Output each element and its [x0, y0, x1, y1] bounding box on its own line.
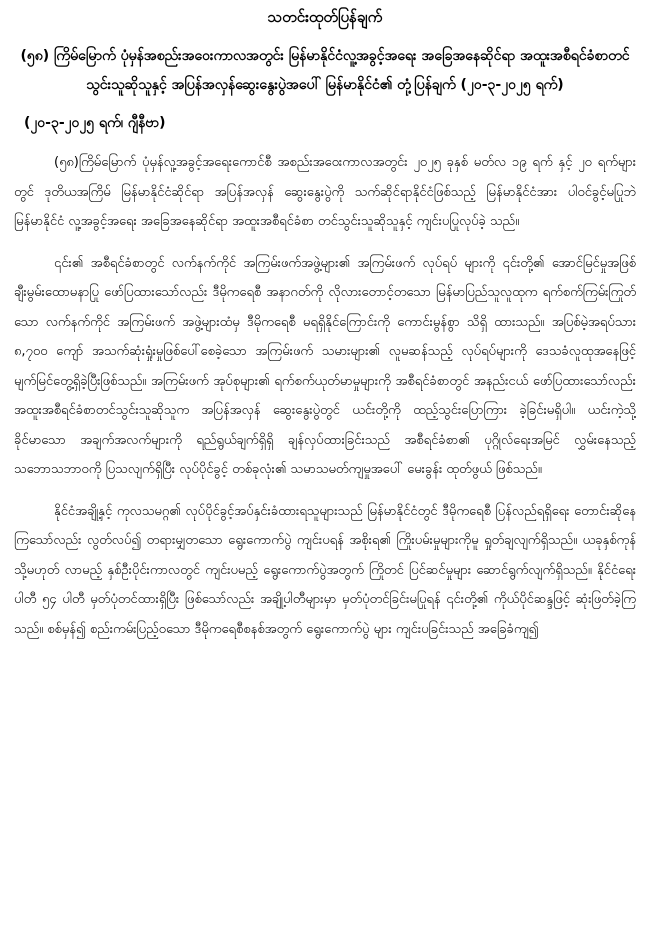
body-paragraph-1: (၅၈)ကြိမ်မြောက် ပုံမှန်လူ့အခွင့်အရေးကောင်စီ အစည်းအဝေးကာလအတွင်း ၂၀၂၅ ခုနှစ် မတ်လ ၁၉ ရက် နှင့် ၂၀ ရက်များတွင် ဒုတိယအကြိမ် မြန်မာနိုင်ငံဆိုင်ရာ အပြန်အလှန် ဆွေးနွေးပွဲကို သက်ဆိုင်ရာနိုင်ငံဖြစ်သည့် မြန်မာနိုင်ငံအား ပါဝင်ခွင့်မပြုဘဲ မြန်မာနိုင်ငံ လူ့အခွင့်အရေး အခြေအနေဆိုင်ရာ အထူးအစီရင်ခံစာ တင်သွင်းသူဆိုသူနှင့် ကျင်းပပြုလုပ်ခဲ့ သည်။ — [14, 155, 636, 229]
document-heading: သတင်းထုတ်ပြန်ချက် — [267, 8, 383, 26]
body-paragraph-2: ၎င်း၏ အစီရင်ခံစာတွင် လက်နက်ကိုင် အကြမ်းဖက်အဖွဲ့များ၏ အကြမ်းဖက် လုပ်ရပ် များကို ၎င်းတို့၏ အောင်မြင်မှုအဖြစ် ချီးမွမ်းထောမနာပြု ဖော်ပြထားသော်လည်း ဒီမိုကရေစီ အနာဂတ်ကို လိုလားတောင့်တသော မြန်မာပြည်သူလူထုက ရက်စက်ကြမ်းကြုတ်သော လက်နက်ကိုင် အကြမ်းဖက် အဖွဲ့များထံမှ ဒီမိုကရေစီ မရရှိနိုင်ကြောင်းကို ကောင်းမွန်စွာ သိရှိ ထားသည်။ အပြစ်မဲ့အရပ်သား ၈,၇၀၀ ကျော် အသက်ဆုံးရှုံးမှုဖြစ်ပေါ်စေခဲ့သော အကြမ်းဖက် သမားများ၏ လူမဆန်သည့် လုပ်ရပ်များကို ဒေသခံလူထုအနေဖြင့် မျက်မြင်တွေ့ရှိခဲ့ပြီးဖြစ်သည်။ အကြမ်းဖက် အုပ်စုများ၏ ရက်စက်ယုတ်မာမှုများကို အစီရင်ခံစာတွင် အနည်းငယ် ဖော်ပြထားသော်လည်း အထူးအစီရင်ခံစာတင်သွင်းသူဆိုသူက အပြန်အလှန် ဆွေးနွေးပွဲတွင် ယင်းတို့ကို ထည့်သွင်းပြောကြား ခဲ့ခြင်းမရှိပါ။ ယင်းကဲ့သို့ ခိုင်မာသော အချက်အလက်များကို ရည်ရွယ်ချက်ရှိရှိ ချန်လှပ်ထားခြင်းသည် အစီရင်ခံစာ၏ ပုဂ္ဂိုလ်ရေးအမြင် လွှမ်းနေသည့် သဘောသဘာဝကို ပြသလျက်ရှိပြီး လုပ်ပိုင်ခွင့် တစ်ခုလုံး၏ သမာသမတ်ကျမှုအပေါ် မေးခွန်း ထုတ်ဖွယ် ဖြစ်သည်။ — [14, 255, 636, 477]
document-date: (၂၀-၃-၂၀၂၅ ရက်၊ ဂျီနီဗာ) — [24, 115, 166, 131]
document-title: (၅၈) ကြိမ်မြောက် ပုံမှန်အစည်းအဝေးကာလအတွင်း မြန်မာနိုင်ငံလူ့အခွင့်အရေး အခြေအနေဆိုင်ရာ အထူးအစီရင်ခံစာတင်သွင်းသူဆိုသူနှင့် အပြန်အလှန်ဆွေးနွေးပွဲအပေါ် မြန်မာနိုင်ငံ၏ တုံ့ပြန်ချက် (၂၀-၃-၂၀၂၅ ရက်) — [20, 48, 630, 93]
body-paragraph-3: နိုင်ငံအချို့နှင့် ကုလသမဂ္ဂ၏ လုပ်ပိုင်ခွင့်အပ်နှင်းခံထားရသူများသည် မြန်မာနိုင်ငံတွင် ဒီမိုကရေစီ ပြန်လည်ရရှိရေး တောင်းဆိုနေကြသော်လည်း လွတ်လပ်၍ တရားမျှတသော ရွေးကောက်ပွဲ ကျင်းပရန် အစိုးရ၏ ကြိုးပမ်းမှုများကိုမူ ရှုတ်ချလျက်ရှိသည်။ ယခုနှစ်ကုန် သို့မဟုတ် လာမည့် နှစ်ဦးပိုင်းကာလတွင် ကျင်းပမည့် ရွေးကောက်ပွဲအတွက် ကြိုတင် ပြင်ဆင်မှုများ ဆောင်ရွက်လျက်ရှိသည်။ နိုင်ငံရေးပါတီ ၅၄ ပါတီ မှတ်ပုံတင်ထားရှိပြီး ဖြစ်သော်လည်း အချို့ပါတီများမှာ မှတ်ပုံတင်ခြင်းမပြုရန် ၎င်းတို့၏ ကိုယ်ပိုင်ဆန္ဒဖြင့် ဆုံးဖြတ်ခဲ့ကြသည်။ စစ်မှန်၍ စည်းကမ်းပြည့်ဝသော ဒီမိုကရေစီစနစ်အတွက် ရွေးကောက်ပွဲ များ ကျင်းပခြင်းသည် အခြေခံကျ၍ — [14, 503, 636, 637]
